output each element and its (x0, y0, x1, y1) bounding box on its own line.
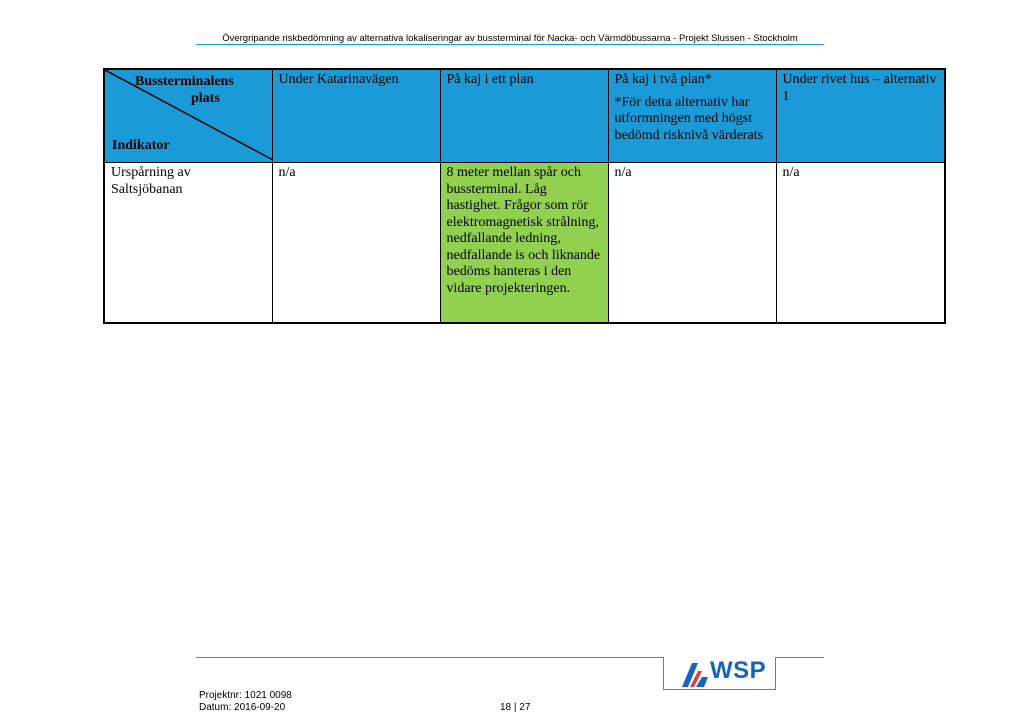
project-number: Projektnr: 1021 0098 (199, 690, 292, 701)
table-cell: n/a (776, 163, 945, 324)
corner-top-label (135, 73, 234, 107)
corner-top-line2: plats (191, 91, 220, 106)
table-header-row (104, 69, 945, 163)
footer-rule-right (776, 657, 824, 658)
table-cell-highlighted: 8 meter mellan spår och bussterminal. Låg hastighet. Frågor som rör elektromagnetisk strålning, nedfallande ledning, nedfallande is och liknande bedöms hanteras i den vidare projekteringen. (440, 163, 608, 324)
corner-top-line1: Bussterminalens (135, 74, 234, 89)
column-title: Under Katarinavägen (278, 72, 399, 87)
table-cell: n/a (608, 163, 776, 324)
indicator-cell: Urspårning av Saltsjöbanan (104, 163, 272, 324)
column-note: *För detta alternativ har utformningen med högst bedömd risknivå värderats (614, 94, 764, 143)
column-title: På kaj i ett plan (446, 72, 534, 87)
page-number: 18 | 27 (500, 702, 531, 713)
wsp-logo (663, 657, 776, 690)
column-header (272, 69, 440, 163)
table-cell: n/a (272, 163, 440, 324)
column-header (440, 69, 608, 163)
column-title: Under rivet hus – alternativ 1 (782, 72, 937, 104)
table-row (104, 163, 945, 324)
risk-table (103, 68, 946, 324)
corner-header-cell (104, 69, 272, 163)
logo-text: WSP (710, 657, 767, 684)
document-date: Datum: 2016-09-20 (199, 702, 286, 713)
document-header: Övergripande riskbedömning av alternativa lokaliseringar av bussterminal för Nacka- och Värmdöbussarna - Projekt Slussen - Stockholm (222, 33, 798, 44)
footer-rule (196, 657, 664, 658)
column-header (776, 69, 945, 163)
column-header (608, 69, 776, 163)
corner-bottom-label: Indikator (112, 138, 170, 153)
header-rule (196, 44, 824, 45)
column-title: På kaj i två plan* (614, 72, 712, 87)
wsp-mark-icon (680, 659, 710, 689)
